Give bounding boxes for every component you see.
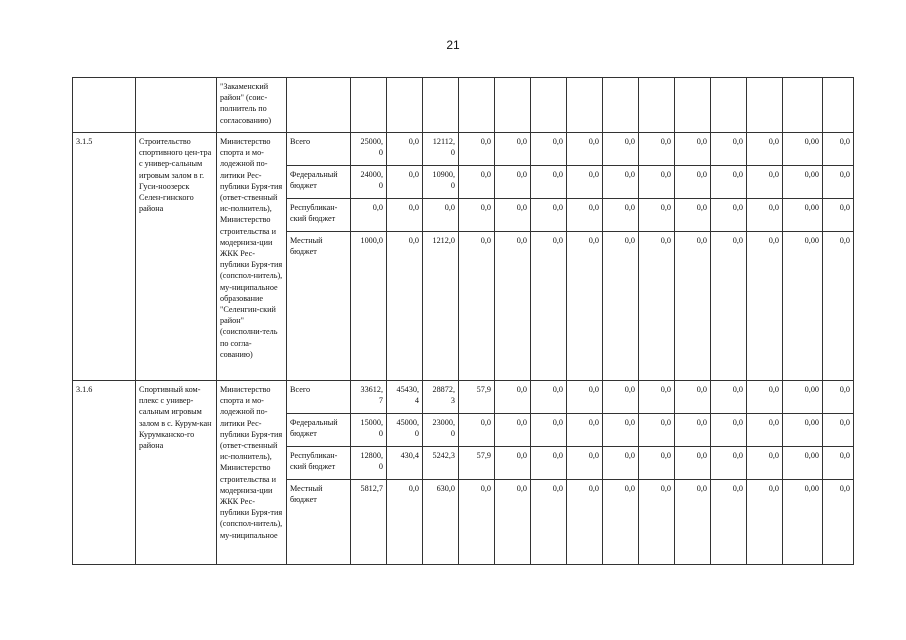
- value-cell: 0,0: [747, 199, 783, 232]
- value-cell: 0,00: [783, 133, 823, 166]
- value-cell: 0,0: [823, 480, 854, 565]
- value-cell: 0,0: [603, 232, 639, 381]
- value-cell: 57,9: [459, 381, 495, 414]
- item-name: Строительство спортивного цен-тра с универ-сальным игровым залом в г. Гуси-ноозерск Селен-гинского района: [136, 133, 217, 381]
- value-cell: 10900, 0: [423, 166, 459, 199]
- value-cell: 0,0: [639, 447, 675, 480]
- value-cell: 0,0: [531, 447, 567, 480]
- value-cell: 0,0: [567, 480, 603, 565]
- funding-source: Всего: [287, 133, 351, 166]
- value-cell: 0,0: [603, 480, 639, 565]
- funding-source: Федеральный бюджет: [287, 414, 351, 447]
- value-cell: 0,0: [387, 480, 423, 565]
- value-cell: 0,0: [747, 232, 783, 381]
- value-cell: 0,0: [823, 447, 854, 480]
- value-cell: 0,0: [567, 166, 603, 199]
- item-code: 3.1.5: [73, 133, 136, 381]
- value-cell: 630,0: [423, 480, 459, 565]
- value-cell: 0,0: [823, 133, 854, 166]
- value-cell: 0,0: [531, 133, 567, 166]
- table-row: [73, 133, 854, 166]
- value-cell: 0,0: [747, 133, 783, 166]
- value-cell: 0,0: [675, 414, 711, 447]
- value-cell: 0,0: [747, 381, 783, 414]
- value-cell: 0,0: [675, 381, 711, 414]
- code-cell: [73, 78, 136, 133]
- value-cell: 25000, 0: [351, 133, 387, 166]
- value-cell: 0,0: [639, 133, 675, 166]
- value-cell: 15000, 0: [351, 414, 387, 447]
- item-code: 3.1.6: [73, 381, 136, 565]
- value-cell: 0,0: [639, 166, 675, 199]
- value-cell: 0,0: [459, 133, 495, 166]
- value-cell: 0,0: [675, 133, 711, 166]
- executor-cell: "Закаменский район" (соис-полнитель по согласованию): [217, 78, 287, 133]
- value-cell: 0,0: [711, 381, 747, 414]
- value-cell: 0,0: [567, 414, 603, 447]
- value-cell: 0,0: [711, 133, 747, 166]
- value-cell: 0,0: [351, 199, 387, 232]
- item-executor: Министерство спорта и мо-лодежной по-литики Рес-публики Буря-тия (ответ-ственный ис-полнитель), Министерство строительства и модерниза-ции ЖКК Рес-публики Буря-тия (сопспол-нитель), му-ниципальное образование "Селенгин-ский район" (соисполни-тель по согла-сованию): [217, 133, 287, 381]
- value-cell: 0,0: [675, 447, 711, 480]
- value-cell: 0,0: [531, 166, 567, 199]
- value-cell: 0,00: [783, 414, 823, 447]
- value-cell: 0,0: [567, 381, 603, 414]
- value-cell: 0,0: [747, 447, 783, 480]
- value-cell: 0,00: [783, 381, 823, 414]
- value-cell: 0,0: [747, 480, 783, 565]
- value-cell: 0,0: [459, 480, 495, 565]
- value-cell: 0,0: [495, 414, 531, 447]
- funding-source: Федеральный бюджет: [287, 166, 351, 199]
- source-cell: [287, 78, 351, 133]
- value-cell: 0,0: [531, 199, 567, 232]
- value-cell: 0,0: [711, 480, 747, 565]
- value-cell: 0,0: [603, 414, 639, 447]
- value-cell: 0,0: [823, 166, 854, 199]
- name-cell: [136, 78, 217, 133]
- value-cell: 0,00: [783, 166, 823, 199]
- value-cell: 0,0: [711, 414, 747, 447]
- value-cell: 0,0: [711, 199, 747, 232]
- value-cell: 0,0: [459, 199, 495, 232]
- value-cell: 0,0: [567, 199, 603, 232]
- funding-source: Местный бюджет: [287, 480, 351, 565]
- value-cell: 28872, 3: [423, 381, 459, 414]
- value-cell: 12112, 0: [423, 133, 459, 166]
- value-cell: 0,0: [567, 133, 603, 166]
- value-cell: 0,0: [495, 166, 531, 199]
- value-cell: 1212,0: [423, 232, 459, 381]
- value-cell: 0,0: [639, 381, 675, 414]
- value-cell: 0,0: [639, 199, 675, 232]
- value-cell: 5242,3: [423, 447, 459, 480]
- value-cell: 23000, 0: [423, 414, 459, 447]
- value-cell: 0,0: [675, 199, 711, 232]
- value-cell: 0,0: [567, 232, 603, 381]
- item-name: Спортивный ком-плекс с универ-сальным игровым залом в с. Курум-кан Курумканско-го района: [136, 381, 217, 565]
- value-cell: 0,0: [639, 480, 675, 565]
- table-row: [73, 381, 854, 414]
- value-cell: 0,0: [387, 232, 423, 381]
- value-cell: 0,0: [459, 414, 495, 447]
- value-cell: 0,0: [711, 232, 747, 381]
- value-cell: 0,0: [387, 166, 423, 199]
- value-cell: 45000, 0: [387, 414, 423, 447]
- value-cell: 0,0: [823, 232, 854, 381]
- table-body: [73, 78, 854, 565]
- value-cell: 0,0: [603, 447, 639, 480]
- value-cell: 0,0: [823, 381, 854, 414]
- value-cell: 0,00: [783, 480, 823, 565]
- value-cell: 0,0: [387, 199, 423, 232]
- value-cell: 0,0: [459, 166, 495, 199]
- value-cell: 0,0: [639, 232, 675, 381]
- value-cell: 0,0: [639, 414, 675, 447]
- value-cell: 0,0: [459, 232, 495, 381]
- value-cell: 0,0: [603, 133, 639, 166]
- value-cell: 24000, 0: [351, 166, 387, 199]
- value-cell: 12800, 0: [351, 447, 387, 480]
- value-cell: 0,0: [823, 199, 854, 232]
- value-cell: 0,00: [783, 199, 823, 232]
- value-cell: 57,9: [459, 447, 495, 480]
- funding-source: Местный бюджет: [287, 232, 351, 381]
- funding-source: Всего: [287, 381, 351, 414]
- item-executor: Министерство спорта и мо-лодежной по-литики Рес-публики Буря-тия (ответ-ственный ис-полнитель), Министерство строительства и модерниза-ции ЖКК Рес-публики Буря-тия (сопспол-нитель), му-ниципальное: [217, 381, 287, 565]
- value-cell: 0,0: [675, 166, 711, 199]
- value-cell: 0,0: [747, 414, 783, 447]
- value-cell: 0,0: [495, 199, 531, 232]
- value-cell: 0,0: [603, 166, 639, 199]
- value-cell: 0,0: [823, 414, 854, 447]
- value-cell: 0,00: [783, 232, 823, 381]
- value-cell: 0,0: [675, 480, 711, 565]
- value-cell: 0,0: [495, 133, 531, 166]
- table-row: [73, 78, 854, 133]
- value-cell: 0,0: [531, 414, 567, 447]
- value-cell: 33612, 7: [351, 381, 387, 414]
- value-cell: 0,0: [495, 232, 531, 381]
- value-cell: 0,0: [387, 133, 423, 166]
- value-cell: 0,0: [711, 447, 747, 480]
- value-cell: 0,0: [495, 381, 531, 414]
- page-number: 21: [446, 38, 460, 52]
- funding-source: Республикан-ский бюджет: [287, 447, 351, 480]
- value-cell: 0,00: [783, 447, 823, 480]
- value-cell: 0,0: [423, 199, 459, 232]
- value-cell: 0,0: [603, 381, 639, 414]
- value-cell: 0,0: [747, 166, 783, 199]
- value-cell: 0,0: [603, 199, 639, 232]
- value-cell: 0,0: [495, 447, 531, 480]
- value-cell: 0,0: [675, 232, 711, 381]
- value-cell: 0,0: [567, 447, 603, 480]
- value-cell: 0,0: [495, 480, 531, 565]
- value-cell: 45430, 4: [387, 381, 423, 414]
- value-cell: 0,0: [531, 480, 567, 565]
- funding-source: Республикан-ский бюджет: [287, 199, 351, 232]
- value-cell: 5812,7: [351, 480, 387, 565]
- value-cell: 1000,0: [351, 232, 387, 381]
- value-cell: 0,0: [531, 381, 567, 414]
- value-cell: 0,0: [531, 232, 567, 381]
- budget-table: [72, 77, 854, 565]
- value-cell: 430,4: [387, 447, 423, 480]
- value-cell: 0,0: [711, 166, 747, 199]
